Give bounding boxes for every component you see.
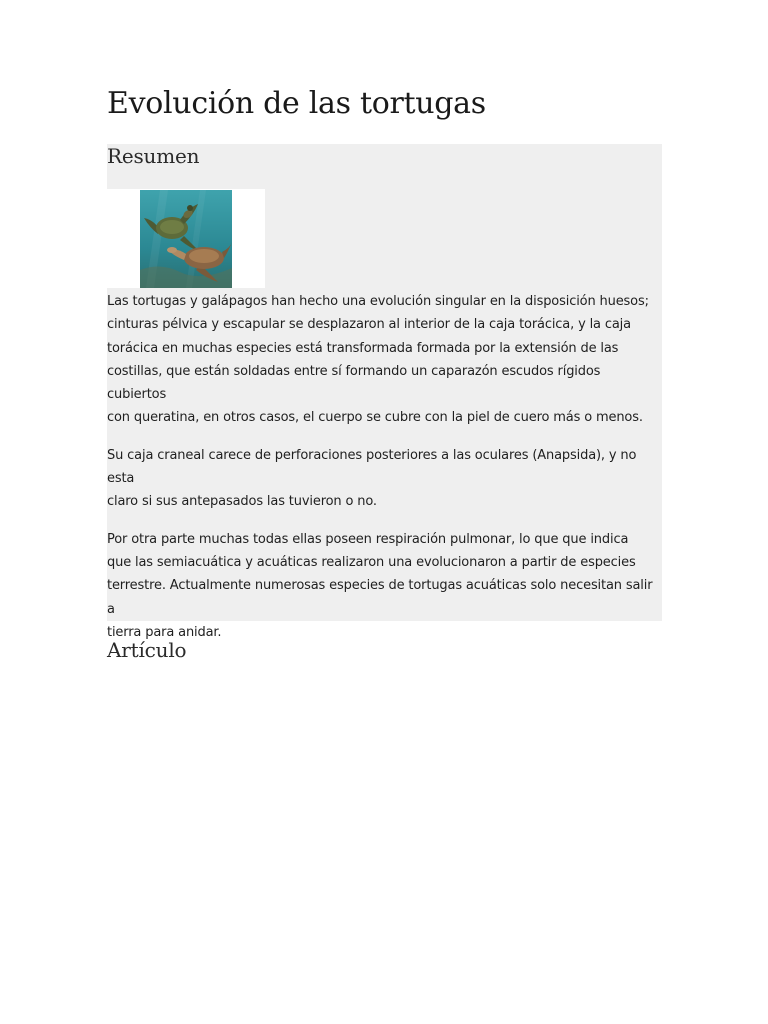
summary-section <box>107 144 662 640</box>
summary-paragraph: Por otra parte muchas todas ellas poseen respiración pulmonar, lo que que indica que las semiacuática y acuáticas realizaron una evolucionaron a partir de especies terrestre. Actualmente numerosas especies de tortugas acuáticas solo necesitan salir a tierra para anidar. <box>107 531 653 640</box>
summary-text <box>107 290 663 658</box>
summary-paragraph: Las tortugas y galápagos han hecho una evolución singular en la disposición huesos; cinturas pélvica y escapular se desplazaron al interior de la caja torácica, y la caja torácica en muchas especies está transformada formada por la extensión de las costillas, que están soldadas entre sí formando un caparazón escudos rígidos cubiertos con queratina, en otros casos, el cuerpo se cubre con la piel de cuero más o menos. <box>107 294 649 426</box>
turtles-swimming-image <box>140 190 232 288</box>
summary-figure <box>107 189 265 288</box>
summary-heading: Resumen <box>107 144 200 168</box>
article-heading: Artículo <box>107 638 187 662</box>
document-title: Evolución de las tortugas <box>107 86 486 121</box>
summary-paragraph: Su caja craneal carece de perforaciones posteriores a las oculares (Anapsida), y no esta claro si sus antepasados las tuvieron o no. <box>107 447 637 510</box>
